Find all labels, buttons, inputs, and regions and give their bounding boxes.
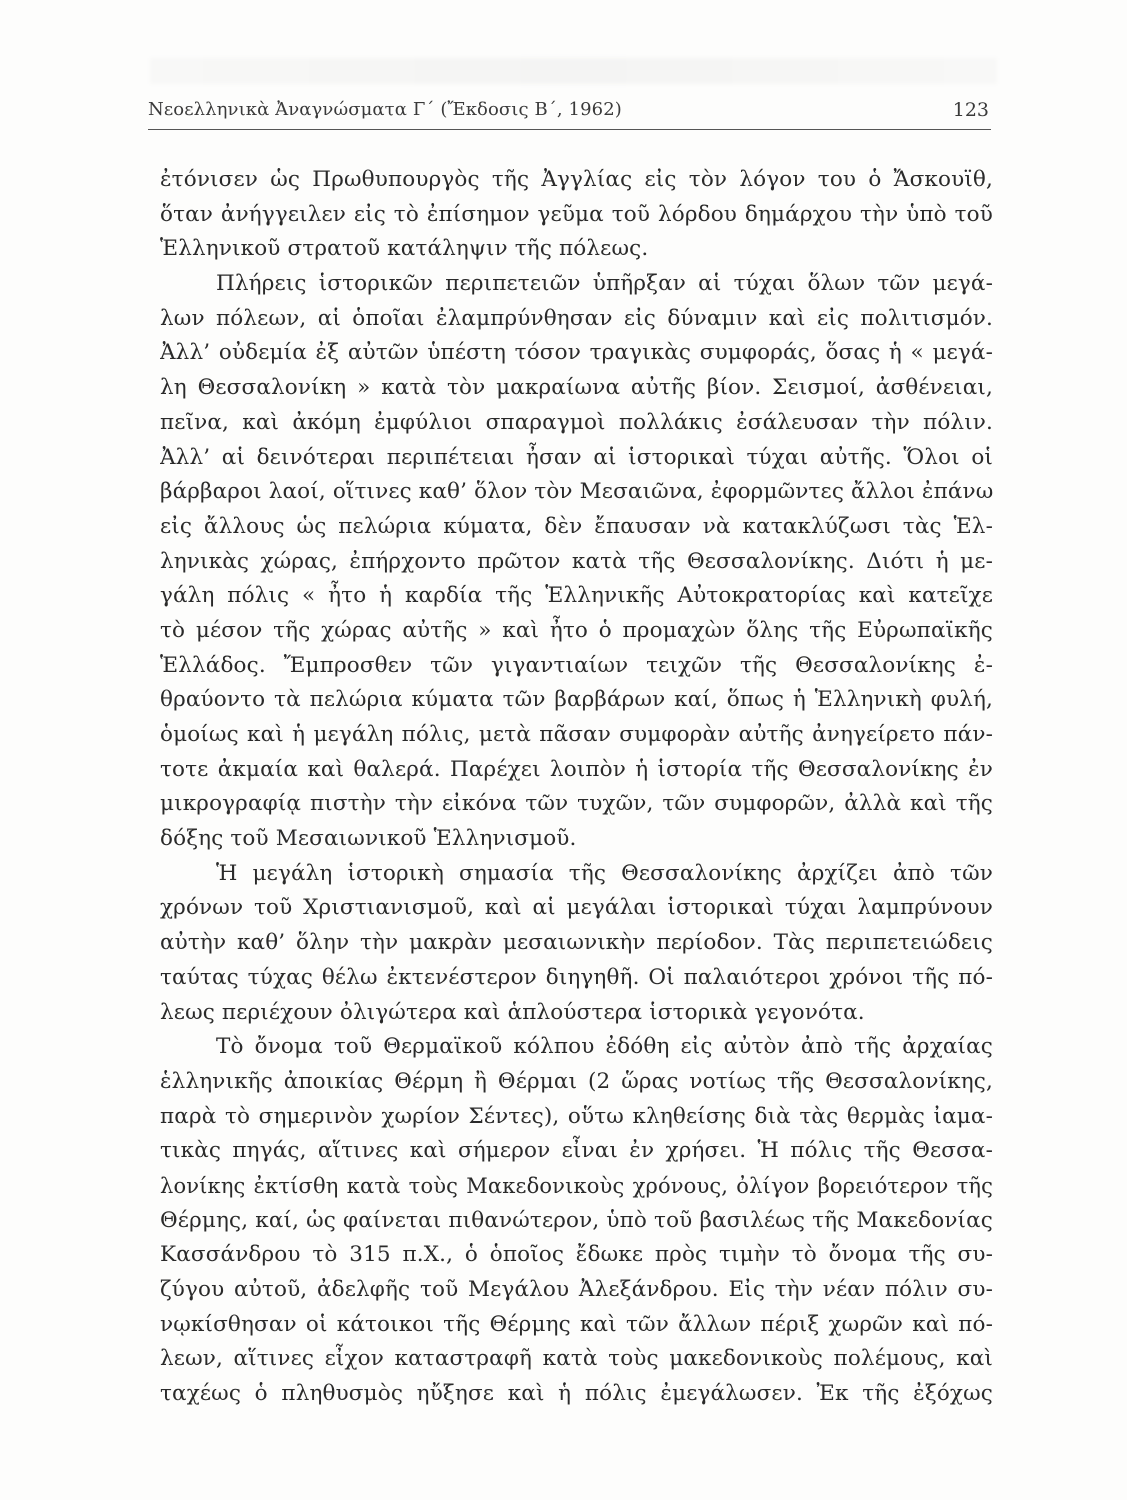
text-line: Ἀλλ’ αἱ δεινότεραι περιπέτειαι ἦσαν αἱ ἱστορικαὶ τύχαι αὐτῆς. Ὅλοι οἱ: [160, 444, 993, 470]
text-line: ὁμοίως καὶ ἡ μεγάλη πόλις, μετὰ πᾶσαν συμφορὰν αὐτῆς ἀνηγείρετο πάν-: [160, 722, 993, 747]
body-text: [160, 163, 993, 1412]
text-line: βάρβαροι λαοί, οἵτινες καθ’ ὅλον τὸν Μεσαιῶνα, ἐφορμῶντες ἄλλοι ἐπάνω: [160, 479, 993, 505]
text-line: δόξης τοῦ Μεσαιωνικοῦ Ἑλληνισμοῦ.: [160, 826, 577, 852]
text-line: Ἡ μεγάλη ἱστορικὴ σημασία τῆς Θεσσαλονίκης ἀρχίζει ἀπὸ τῶν: [216, 860, 993, 886]
text-line: ἑλληνικῆς ἀποικίας Θέρμη ἢ Θέρμαι (2 ὥρας νοτίως τῆς Θεσσαλονίκης,: [160, 1068, 993, 1094]
text-line: ἐτόνισεν ὡς Πρωθυπουργὸς τῆς Ἀγγλίας εἰς τὸν λόγον του ὁ Ἄσκουϊθ,: [160, 167, 993, 192]
text-line: ὅταν ἀνήγγειλεν εἰς τὸ ἐπίσημον γεῦμα τοῦ λόρδου δημάρχου τὴν ὑπὸ τοῦ: [160, 201, 993, 227]
text-line: τοτε ἀκμαία καὶ θαλερά. Παρέχει λοιπὸν ἡ ἱστορία τῆς Θεσσαλονίκης ἐν: [160, 756, 993, 782]
text-line: εἰς ἄλλους ὡς πελώρια κύματα, δὲν ἔπαυσαν νὰ κατακλύζωσι τὰς Ἑλ-: [160, 513, 993, 539]
text-line: λων πόλεων, αἱ ὁποῖαι ἐλαμπρύνθησαν εἰς δύναμιν καὶ εἰς πολιτισμόν.: [160, 305, 993, 331]
running-title: Νεοελληνικὰ Ἀναγνώσματα Γ΄ (Ἔκδοσις Β΄, 1962): [148, 99, 622, 120]
text-line: Θέρμης, καί, ὡς φαίνεται πιθανώτερον, ὑπὸ τοῦ βασιλέως τῆς Μακεδονίας: [160, 1207, 993, 1233]
text-line: λεως περιέχουν ὀλιγώτερα καὶ ἁπλούστερα ἱστορικὰ γεγονότα.: [160, 999, 865, 1025]
text-line: Ἑλληνικοῦ στρατοῦ κατάληψιν τῆς πόλεως.: [160, 236, 649, 262]
text-line: τικὰς πηγάς, αἵτινες καὶ σήμερον εἶναι ἐν χρήσει. Ἡ πόλις τῆς Θεσσα-: [160, 1138, 993, 1164]
text-line: ληνικὰς χώρας, ἐπήρχοντο πρῶτον κατὰ τῆς Θεσσαλονίκης. Διότι ἡ με-: [160, 548, 993, 574]
bleed-through-shadow: [150, 58, 997, 84]
text-line: νῳκίσθησαν οἱ κάτοικοι τῆς Θέρμης καὶ τῶν ἄλλων πέριξ χωρῶν καὶ πό-: [160, 1311, 993, 1337]
text-line: Ἑλλάδος. Ἔμπροσθεν τῶν γιγαντιαίων τειχῶν τῆς Θεσσαλονίκης ἐ-: [160, 652, 993, 678]
text-line: αὐτὴν καθ’ ὅλην τὴν μακρὰν μεσαιωνικὴν περίοδον. Τὰς περιπετειώδεις: [160, 930, 993, 956]
text-line: Κασσάνδρου τὸ 315 π.Χ., ὁ ὁποῖος ἔδωκε πρὸς τιμὴν τὸ ὄνομα τῆς συ-: [160, 1242, 993, 1268]
running-header: [148, 95, 991, 130]
text-line: τὸ μέσον τῆς χώρας αὐτῆς » καὶ ἦτο ὁ προμαχὼν ὅλης τῆς Εὐρωπαϊκῆς: [160, 617, 993, 643]
text-line: Τὸ ὄνομα τοῦ Θερμαϊκοῦ κόλπου ἐδόθη εἰς αὐτὸν ἀπὸ τῆς ἀρχαίας: [216, 1034, 993, 1060]
text-line: θραύοντο τὰ πελώρια κύματα τῶν βαρβάρων καί, ὅπως ἡ Ἑλληνικὴ φυλή,: [160, 687, 993, 713]
text-line: λονίκης ἐκτίσθη κατὰ τοὺς Μακεδονικοὺς χρόνους, ὀλίγον βορειότερον τῆς: [160, 1173, 993, 1198]
text-line: πεῖνα, καὶ ἀκόμη ἐμφύλιοι σπαραγμοὶ πολλάκις ἐσάλευσαν τὴν πόλιν.: [160, 409, 993, 435]
text-line: γάλη πόλις « ἦτο ἡ καρδία τῆς Ἑλληνικῆς Αὐτοκρατορίας καὶ κατεῖχε: [160, 583, 993, 609]
text-line: ταύτας τύχας θέλω ἐκτενέστερον διηγηθῆ. Οἱ παλαιότεροι χρόνοι τῆς πό-: [160, 964, 993, 990]
text-line: ταχέως ὁ πληθυσμὸς ηὔξησε καὶ ἡ πόλις ἐμεγάλωσεν. Ἐκ τῆς ἐξόχως: [160, 1381, 993, 1407]
text-line: λη Θεσσαλονίκη » κατὰ τὸν μακραίωνα αὐτῆς βίον. Σεισμοί, ἀσθένειαι,: [160, 375, 993, 401]
text-line: ζύγου αὐτοῦ, ἀδελφῆς τοῦ Μεγάλου Ἀλεξάνδρου. Εἰς τὴν νέαν πόλιν συ-: [160, 1277, 993, 1302]
text-line: μικρογραφίᾳ πιστὴν τὴν εἰκόνα τῶν τυχῶν, τῶν συμφορῶν, ἀλλὰ καὶ τῆς: [160, 791, 993, 817]
page-number: 123: [952, 99, 989, 121]
text-line: Ἀλλ’ οὐδεμία ἐξ αὐτῶν ὑπέστη τόσον τραγικὰς συμφοράς, ὅσας ἡ « μεγά-: [160, 340, 993, 366]
text-line: λεων, αἵτινες εἶχον καταστραφῆ κατὰ τοὺς μακεδονικοὺς πολέμους, καὶ: [160, 1346, 993, 1372]
text-line: παρὰ τὸ σημερινὸν χωρίον Σέντες), οὕτω κληθείσης διὰ τὰς θερμὰς ἰαμα-: [160, 1103, 993, 1129]
text-line: χρόνων τοῦ Χριστιανισμοῦ, καὶ αἱ μεγάλαι ἱστορικαὶ τύχαι λαμπρύνουν: [160, 895, 993, 921]
text-line: Πλήρεις ἱστορικῶν περιπετειῶν ὑπῆρξαν αἱ τύχαι ὅλων τῶν μεγά-: [216, 271, 993, 297]
